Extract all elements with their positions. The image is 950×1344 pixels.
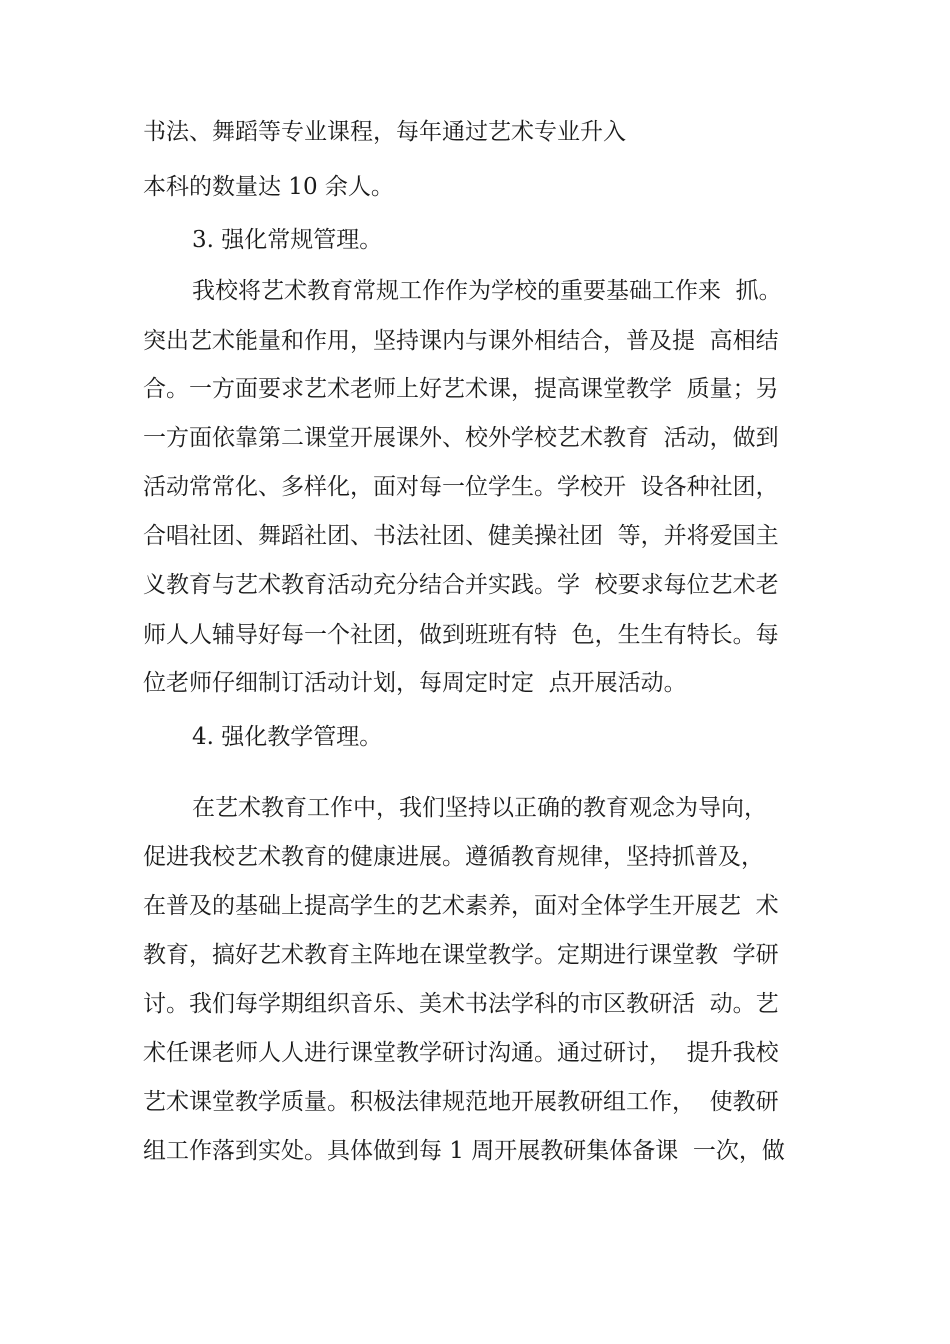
text-line: 促进我校艺术教育的健康进展。遵循教育规律，坚持抓普及， — [143, 844, 764, 870]
text-line: 位老师仔细制订活动计划，每周定时定 点开展活动。 — [143, 670, 687, 696]
text-line: 术任课老师人人进行课堂教学研讨沟通。通过研讨， 提升我校 — [143, 1040, 779, 1066]
text-line: 我校将艺术教育常规工作作为学校的重要基础工作来 抓。 — [192, 278, 782, 304]
text-line: 本科的数量达 10 余人。 — [143, 174, 394, 200]
text-line: 教育，搞好艺术教育主阵地在课堂教学。定期进行课堂教 学研 — [143, 942, 779, 968]
text-line: 组工作落到实处。具体做到每 1 周开展教研集体备课 一次，做 — [143, 1138, 785, 1164]
text-line: 师人人辅导好每一个社团，做到班班有特 色，生生有特长。每 — [143, 622, 779, 648]
text-line: 义教育与艺术教育活动充分结合并实践。学 校要求每位艺术老 — [143, 572, 779, 598]
text-line: 合。一方面要求艺术老师上好艺术课，提高课堂教学 质量；另 — [143, 376, 779, 402]
section-heading: 4. 强化教学管理。 — [192, 724, 383, 750]
text-line: 在艺术教育工作中，我们坚持以正确的教育观念为导向， — [192, 795, 767, 821]
text-line: 突出艺术能量和作用，坚持课内与课外相结合，普及提 高相结 — [143, 328, 779, 354]
text-line: 讨。我们每学期组织音乐、美术书法学科的市区教研活 动。艺 — [143, 991, 779, 1017]
text-line: 合唱社团、舞蹈社团、书法社团、健美操社团 等，并将爱国主 — [143, 523, 779, 549]
text-line: 在普及的基础上提高学生的艺术素养，面对全体学生开展艺 术 — [143, 893, 779, 919]
section-heading: 3. 强化常规管理。 — [192, 227, 383, 253]
text-line: 书法、舞蹈等专业课程，每年通过艺术专业升入 — [143, 119, 626, 145]
text-line: 艺术课堂教学质量。积极法律规范地开展教研组工作， 使教研 — [143, 1089, 779, 1115]
text-line: 活动常常化、多样化，面对每一位学生。学校开 设各种社团， — [143, 474, 779, 500]
text-line: 一方面依靠第二课堂开展课外、校外学校艺术教育 活动，做到 — [143, 425, 779, 451]
